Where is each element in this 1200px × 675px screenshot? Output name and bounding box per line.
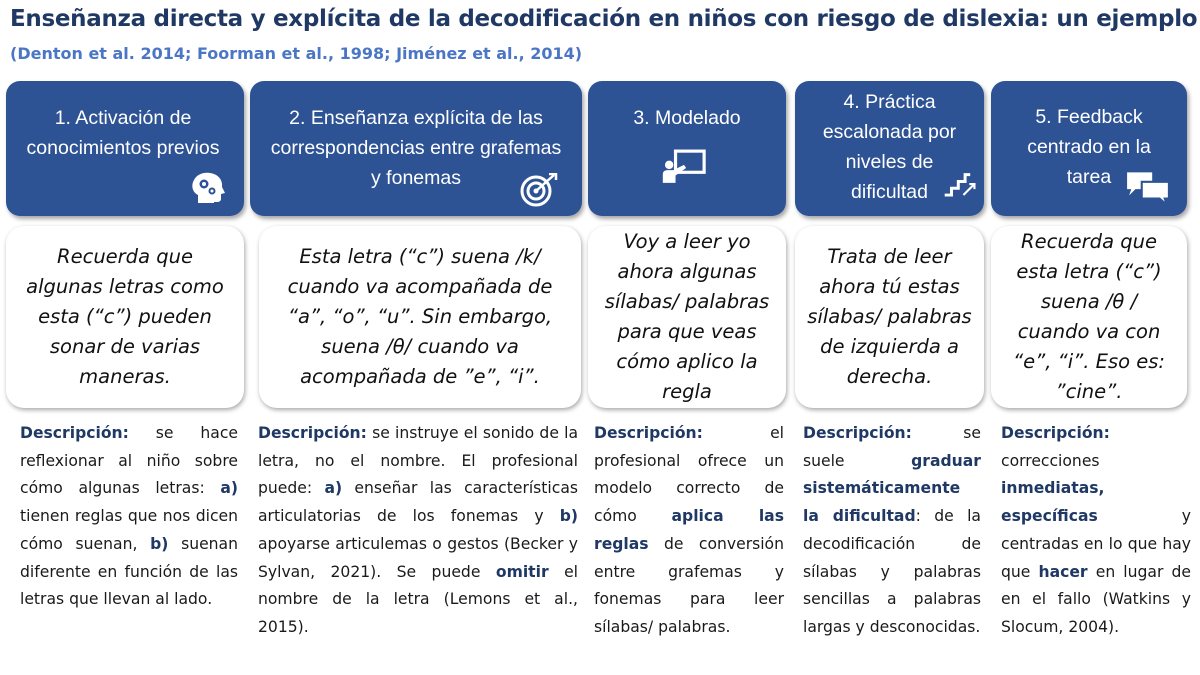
- step-2-header: [250, 81, 582, 216]
- step-1-quote-card: [6, 226, 244, 408]
- description-emphasis: b): [150, 534, 169, 553]
- head-gears-icon: [188, 171, 228, 205]
- step-5-description: [1001, 420, 1191, 642]
- step-4-header: [795, 81, 984, 216]
- target-icon: [518, 173, 558, 207]
- description-label: Descripción:: [1001, 424, 1110, 442]
- description-text: en lugar de en el fallo (Watkins y Slocum, 2004).: [1001, 562, 1191, 636]
- description-emphasis: graduar sistemáticamente la dificultad: [803, 451, 981, 526]
- chat-bubbles-icon: [1125, 169, 1171, 205]
- step-2-description: [258, 420, 578, 642]
- description-emphasis: b): [559, 507, 578, 526]
- description-emphasis: a): [220, 479, 238, 498]
- step-2-quote-card: [259, 226, 581, 408]
- step-3-header: [588, 81, 786, 216]
- step-3-title: 3. Modelado: [633, 107, 741, 129]
- stairs-icon: [943, 169, 977, 199]
- description-emphasis: aplica las reglas: [594, 507, 784, 553]
- description-label: Descripción:: [594, 424, 703, 442]
- description-text: se instruye el sonido de la letra, no el nombre. El profesional puede:: [258, 424, 578, 498]
- description-emphasis: a): [324, 479, 343, 498]
- description-text: se hace reflexionar al niño sobre cómo algunas letras:: [20, 424, 238, 498]
- description-text: tienen reglas que nos dicen cómo suenan,: [20, 507, 238, 553]
- step-5-title: 5. Feedback centrado en la tarea: [1027, 106, 1151, 188]
- description-text: se suele: [803, 424, 981, 470]
- description-text: y centradas en lo que hay que: [1001, 507, 1191, 581]
- description-text: enseñar las características articulatorias de los fonemas y: [258, 479, 579, 526]
- step-3-description: [594, 420, 784, 642]
- step-1-header: [6, 81, 244, 216]
- description-label: Descripción:: [803, 424, 912, 442]
- page-subtitle: (Denton et al. 2014; Foorman et al., 1998; Jiménez et al., 2014): [10, 44, 583, 63]
- description-text: el profesional ofrece un modelo correcto de cómo: [594, 424, 784, 526]
- description-label: Descripción:: [258, 424, 367, 442]
- step-1-quote: Recuerda que algunas letras como esta (“c”) pueden sonar de varias maneras.: [26, 245, 224, 388]
- step-2-quote: Esta letra (“c”) suena /k/ cuando va acompañada de “a”, “o”, “u”. Sin embargo, suena /θ/ cuando va acompañada de ”e”, “i”.: [287, 245, 553, 388]
- step-1-description: [20, 420, 238, 614]
- description-emphasis: inmediatas, específicas: [1001, 479, 1105, 526]
- page-title: Enseñanza directa y explícita de la decodificación en niños con riesgo de dislexia: un ejemplo: [10, 6, 1198, 32]
- description-text: el nombre de la letra (Lemons et al., 2015).: [258, 562, 579, 636]
- step-5-quote: Recuerda que esta letra (“c”) suena /θ / cuando va con “e”, “i”. Eso es: ”cine”.: [1013, 230, 1165, 403]
- step-4-quote-card: [795, 226, 984, 408]
- step-5-header: [991, 81, 1187, 216]
- description-text: apoyarse articulemas o gestos (Becker y Sylvan, 2021). Se puede: [258, 534, 578, 581]
- step-4-description: [803, 420, 981, 642]
- description-emphasis: omitir: [495, 562, 549, 581]
- description-text: correcciones: [1001, 451, 1100, 470]
- description-label: Descripción:: [20, 424, 129, 442]
- description-text: suenan diferente en función de las letras que llevan al lado.: [20, 534, 238, 609]
- step-4-title: 4. Práctica escalonada por niveles de dificultad: [822, 91, 957, 203]
- step-1-title: 1. Activación de conocimientos previos: [26, 107, 220, 159]
- step-2-title: 2. Enseñanza explícita de las correspondencias entre grafemas y fonemas: [270, 107, 562, 189]
- step-3-quote: Voy a leer yo ahora algunas sílabas/ palabras para que veas cómo aplico la regla: [604, 230, 770, 403]
- description-text: : de la decodificación de sílabas y palabras sencillas a palabras largas y desconocidas.: [803, 507, 981, 636]
- step-3-quote-card: [588, 226, 786, 408]
- presenter-board-icon: [660, 149, 708, 185]
- step-5-quote-card: [991, 226, 1187, 408]
- description-emphasis: hacer: [1038, 562, 1088, 581]
- step-4-quote: Trata de leer ahora tú estas sílabas/ palabras de izquierda a derecha.: [807, 245, 972, 388]
- description-text: de conversión entre grafemas y fonemas para leer sílabas/ palabras.: [594, 534, 784, 636]
